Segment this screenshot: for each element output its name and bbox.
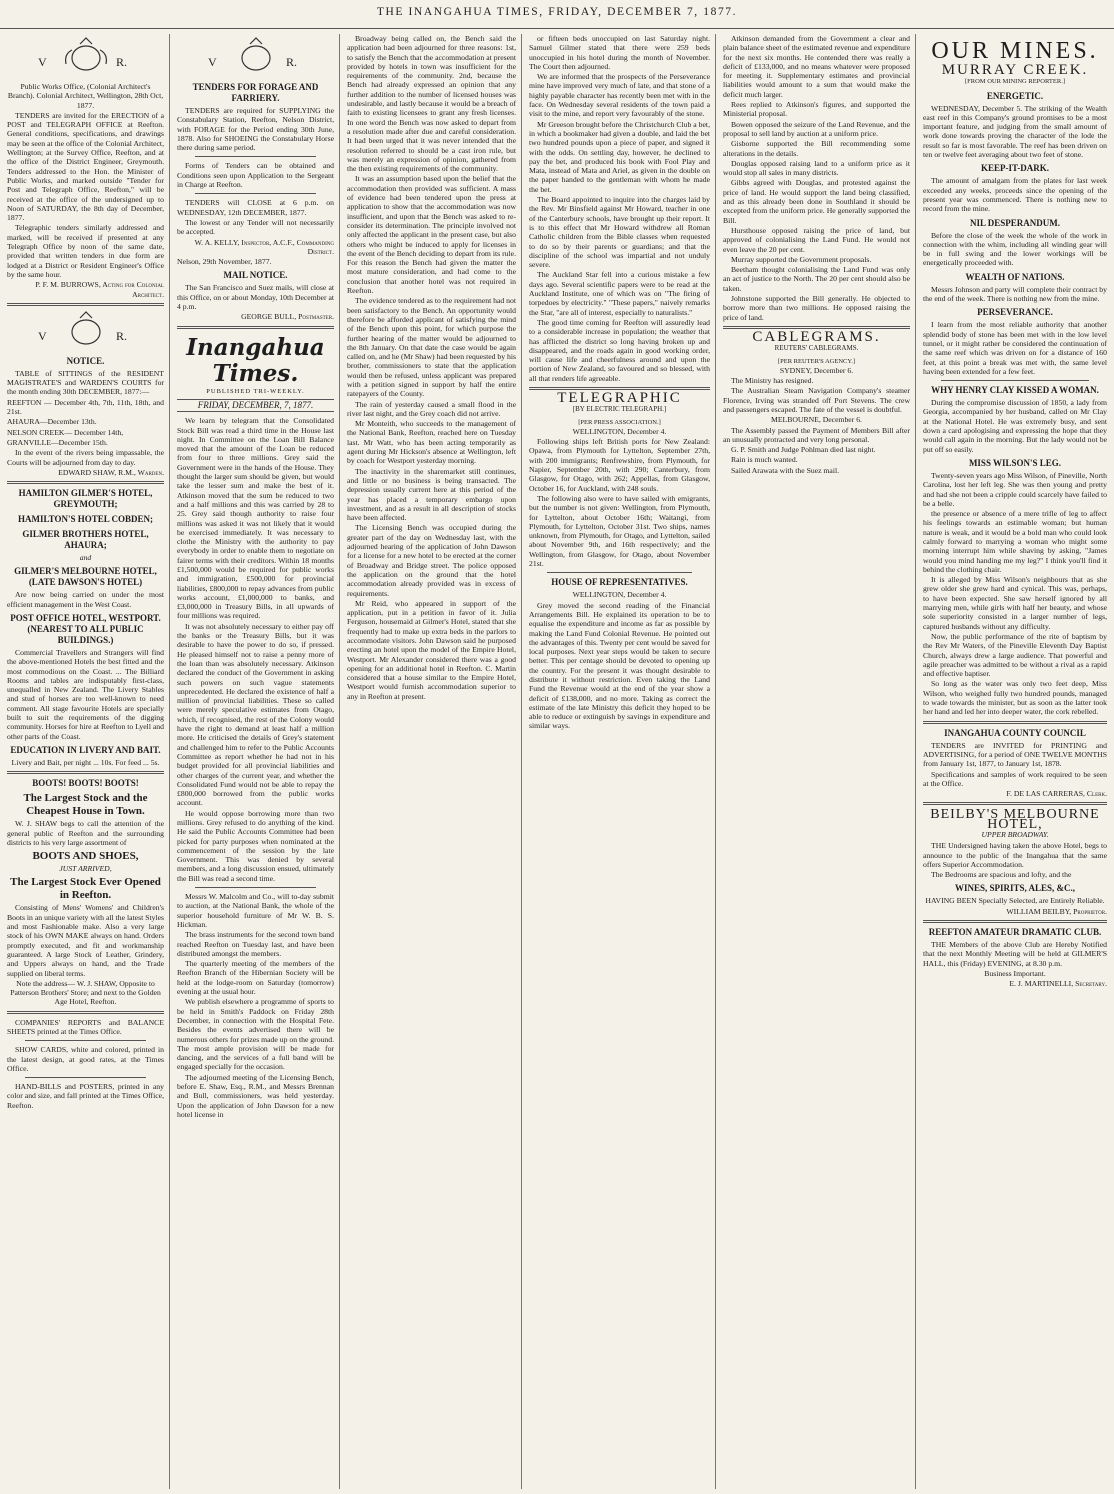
boots-heading: BOOTS! BOOTS! BOOTS!: [32, 778, 139, 789]
column-6: [918, 34, 1112, 1489]
debate-para-2: Rees replied to Atkinson's figures, and supported the Ministerial proposal.: [723, 100, 910, 119]
livery-rates: Livery and Bait, per night ... 10s. For feed ... 5s.: [11, 757, 160, 767]
cable-para-1: The Ministry has resigned.: [731, 376, 814, 386]
licensing-notice: The adjourned meeting of the Licensing Bench, before E. Shaw, Esq., R.M., and Messrs Brennan and Bull, commissioners, was held yesterday. Upon the application of John Dawson for a new hotel license in: [177, 1072, 334, 1119]
hotel-management: Are now being carried on under the most efficient management in the West Coast.: [7, 590, 164, 609]
energetic-heading: ENERGETIC.: [986, 90, 1044, 101]
forage-text: TENDERS are required for SUPPLYING the Constabulary Station, Reefton, Nelson District, with FORAGE for the Period ending 30th June, 1878. Also for SHOEING the Constabulary Horse there during same period.: [177, 106, 334, 153]
article-para-3: The evidence tendered as to the requirement had not been satisfactory to the Bench. An opportunity would therefore be afforded applicant of satisfying the mind of the Bench upon this point, for which purpose the further hearing of the matter would be adjourned to the 8th January. On that date the case would be again called on, and he (Mr Shaw) had been requested by his brother, commissioners to state that the application would then be refused, unless applicant was prepared with a petition signed in support by half the entire ratepayers of the County.: [347, 296, 516, 399]
debate-para-9: Beetham thought colonialising the Land Fund was only an act of justice to the North. The 20 per cent should also be taken.: [723, 265, 910, 293]
news-para-6: The good time coming for Reefton will assuredly lead to a considerable increase in population; the weather that has afflicted the district so long having broken up and disappeared, and the roads again in good working order, will cause life and cheerfulness around and upon the portion of New Zealand, so favoured and so blessed, with all that renders life agreeable.: [529, 317, 710, 383]
telegraph-notice: Telegraphic tenders similarly addressed and marked, will be received if presented at any Telegraph Office by noon of the same date, provided that written tenders in due form are lodged at a District or Resident Engineer's Office by the same hour.: [7, 223, 164, 279]
wilson-leg-text: Twenty-seven years ago Miss Wilson, of Pineville, North Carolina, lost her left leg. She was then young and pretty and had she not been a cripple could scarcely have failed to be a belle.: [923, 470, 1108, 508]
article-para-5: Mr Monteith, who succeeds to the management of the National Bank, Reefton, reached here on Tuesday last. Mr Watt, who has been acting temporarily as agent during Mr Hickson's absence at Wellington, left by coach for Westport yesterday morning.: [347, 419, 516, 466]
lowest-text: The lowest or any Tender will not necessarily be accepted.: [177, 217, 334, 237]
news-para-2: We are informed that the prospects of the Perseverance mine have improved very much of late, and that stone of a highly payable character has recently been met with in the face. On Wednesday several residents of the town paid a visit to the mine, and report very favourably of the stone.: [529, 72, 710, 119]
beilby-text: THE Undersigned having taken the above Hotel, begs to announce to the public of the Inangahua that the same offers Superior Accommodation.: [923, 841, 1107, 869]
sitting-granville: GRANVILLE—December 15th.: [7, 437, 108, 447]
notice-heading: NOTICE.: [66, 355, 105, 366]
wealth-of-nations-heading: WEALTH OF NATIONS.: [965, 271, 1065, 282]
cablegrams-heading: CABLEGRAMS.: [752, 328, 881, 345]
henry-clay-heading: WHY HENRY CLAY KISSED A WOMAN.: [931, 385, 1099, 396]
club-important: Business Important.: [984, 968, 1046, 978]
post-office-hotel: POST OFFICE HOTEL, WESTPORT. (NEAREST TO ALL PUBLIC BUILDINGS.): [10, 612, 161, 645]
hotel-line-and: and: [79, 553, 92, 563]
debate-para-5: Douglas opposed raising land to a uniform price as it would stop all sales in many districts.: [723, 158, 910, 178]
debate-para-10: Johnstone supported the Bill generally. He objected to borrow more than two millions. He opposed raising the price of land.: [723, 294, 910, 322]
beilby-signature: WILLIAM BEILBY, Proprietor.: [1006, 906, 1107, 916]
press-association: [PER PRESS ASSOCIATION.]: [578, 418, 661, 426]
shaw-signature: EDWARD SHAW, R.M., Warden.: [58, 467, 164, 477]
club-heading: REEFTON AMATEUR DRAMATIC CLUB.: [928, 927, 1102, 938]
cable-para-2: The Australian Steam Navigation Company's steamer Florence, Irving was stranded off Port Stevens. The crew and passengers escaped. The fate of the vessel is doubtful.: [723, 386, 910, 414]
handbills-ad: HAND-BILLS and POSTERS, printed in any color and size, and fall printed at the Times Office, Reefton.: [7, 1082, 164, 1110]
svg-text:R.: R.: [285, 55, 297, 69]
mail-text: The San Francisco and Suez mails, will close at this Office, on or about Monday, 10th December at 4 p.m.: [177, 283, 334, 312]
royal-crest-icon-2: [7, 310, 164, 352]
royal-crest-icon: [7, 36, 164, 78]
paper-tagline: PUBLISHED TRI-WEEKLY.: [206, 387, 305, 395]
hotel-line-2: HAMILTON'S HOTEL COBDEN;: [17, 514, 154, 525]
debate-para-1: Atkinson demanded from the Government a clear and plain balance sheet of the estimated revenue and expenditure for the next six months. He contended there was really a deficit of £133,000, and no means whatever were proposed for meeting it. Supplementary estimates and provincial liabilities would amount to a sum that would make the deficit much larger.: [723, 34, 910, 99]
mines-reporter: [FROM OUR MINING REPORTER.]: [964, 78, 1065, 86]
hotel-line-3: GILMER BROTHERS HOTEL, AHAURA;: [22, 529, 149, 551]
forage-heading: TENDERS FOR FORAGE AND FARRIERY.: [192, 82, 319, 103]
news-para-5: The Auckland Star fell into a curious mistake a few days ago. Several scientific papers were to be read at the Auckland Institute, one of which was on "The firing of torpedoes by electricity." "These papers," naively remarks the Star, "are all of interest, especially to naturalists.": [529, 270, 710, 317]
paper-title: Inangahua Times.: [186, 333, 325, 387]
news-para-1: or fifteen beds unoccupied on last Saturday night. Samuel Gilmer stated that there were 259 beds unoccupied in his hotel during the month of November. The Court then adjourned.: [529, 34, 710, 71]
office-heading: Public Works Office, (Colonial Architect's Branch). Colonial Architect, Wellington, 28th Oct, 1877.: [7, 82, 164, 110]
wines-sub: HAVING BEEN Specially Selected, are Entirely Reliable.: [925, 896, 1105, 906]
wilson-para-1: the presence or absence of a mere trifle of leg to affect his feelings towards an estimable woman; but human nature is weak, and it would be a bold man who could look calmly forward to marrying a woman who might some morning interrupt him while shaving by asking, "James would you mind handing me my leg?" I think you'll find it behind the clothing chair.: [923, 509, 1107, 574]
close-text: TENDERS will CLOSE at 6 p.m. on WEDNESDAY, 12th DECEMBER, 1877.: [177, 198, 334, 217]
livery-heading: EDUCATION IN LIVERY AND BAIT.: [10, 744, 161, 755]
boots-title: The Largest Stock and the Cheapest House in Town.: [23, 792, 148, 818]
hibernian-notice: The quarterly meeting of the members of the Reefton Branch of the Hibernian Society will be held at the lodge-room on Saturday (tomorrow) evening at the usual hour.: [177, 959, 334, 997]
keep-it-dark-heading: KEEP-IT-DARK.: [981, 163, 1049, 174]
column-4: [524, 34, 716, 1489]
column-3: [342, 34, 522, 1489]
paper-dateline: FRIDAY, DECEMBER, 7, 1877.: [177, 399, 334, 412]
club-signature: E. J. MARTINELLI, Secretary.: [1009, 979, 1107, 989]
svg-text:V: V: [207, 55, 217, 69]
melbourne-dateline: MELBOURNE, December 6.: [771, 415, 862, 425]
telegraphic-heading: TELEGRAPHIC: [557, 389, 682, 406]
nil-desperandum-text: Before the close of the week the whole of the work in connection with the whim, including all winding gear will be in full swing and the lower workings will be energetically proceeded with.: [923, 230, 1107, 268]
debate-para-8: Murray supported the Government proposals.: [731, 254, 872, 264]
cable-para-6: Sailed Arawata with the Suez mail.: [731, 465, 840, 475]
column-5: [718, 34, 916, 1489]
debate-para-7: Hursthouse opposed raising the price of land, but approved of colonialising the Land Fund. He would not even leave the 20 per cent.: [723, 225, 910, 254]
svg-text:V: V: [37, 328, 47, 343]
boots-shoes: BOOTS AND SHOES,: [32, 850, 139, 863]
boots-consisting: Consisting of Mens' Womens' and Children's Boots in an unique variety with all the latest Styles and most Fashionable make. Also a very large stock of his OWN MAKE always on hand. Orders promptly executed, and fit and workmanship guaranteed. A large Stock of Leather, Grindery, and Uppers always on hand, and the Trade supplied on liberal terms.: [7, 903, 164, 978]
rivers-notice: In the event of the rivers being impassable, the Courts will be adjourned from day to day.: [7, 448, 164, 467]
sitting-nelson-creek: NELSON CREEK— December 14th,: [7, 427, 124, 437]
cable-para-4: G. P. Smith and Judge Pohlman died last night.: [731, 445, 876, 455]
sitting-ahaura: AHAURA—December 13th.: [7, 417, 97, 427]
column-2: [172, 34, 340, 1489]
burrows-signature: P. F. M. BURROWS, Acting for Colonial Architect.: [35, 280, 164, 299]
article-para-8: Mr Reid, who appeared in support of the application, put in a petition in favor of it. Julia Ferguson, housemaid at Gilmer's Hotel, stated that she frequently had to make up extra beds in the parlors to accommodate visitors. John Dawson said he purposed erecting an hotel upon the model of the Empire Hotel, Westport. Mr Alexander considered there was a good opening for an additional hotel in Reefton. C. Martin considered that a house similar to the Empire Hotel, Westport would furnish accommodation superior to any in Reefton at present.: [347, 598, 516, 701]
hotel-line-1: HAMILTON GILMER'S HOTEL, GREYMOUTH;: [18, 488, 153, 510]
cable-para-3: The Assembly passed the Payment of Members Bill after an unusually protracted and very long personal.: [723, 425, 910, 444]
beilby-heading: BEILBY'S MELBOURNE HOTEL,: [930, 807, 1100, 832]
beilby-subheading: UPPER BROADWAY.: [981, 830, 1049, 839]
sittings-notice: TABLE of SITTINGS of the RESIDENT MAGISTRATE'S and WARDEN'S COURTS for the month ending 30th DECEMBER, 1877:—: [7, 368, 164, 397]
mines-creek-heading: MURRAY CREEK.: [941, 62, 1089, 78]
show-cards-ad: SHOW CARDS, white and colored, printed in the latest design, at good rates, at the Times Office.: [7, 1045, 164, 1073]
just-arrived: JUST ARRIVED,: [59, 864, 112, 874]
sydney-dateline: SYDNEY, December 6.: [779, 365, 854, 375]
cablegrams-subheading: REUTERS' CABLEGRAMS.: [774, 344, 859, 353]
debate-para-6: Gibbs agreed with Douglas, and protested against the price of land. He would support the land being classified, and as this already been done in Southland it should be excepted from the uniform price. He generally supported the Bill.: [723, 178, 910, 225]
wilson-para-2: It is alleged by Miss Wilson's neighbours that as she grew older she grew hard and cynical. This was, perhaps, to have been expected. She saw herself ignored by all marrying men, while girls with half her beauty, and whose sole superiority consisted in a larger number of legs, captured husbands without any difficulty.: [923, 575, 1107, 631]
article-para-7: The Licensing Bench was occupied during the greater part of the day on Wednesday last, with the adjourned hearing of the application of John Dawson for a license for a new hotel to be erected at the corner of Broadway and Bridge street. The police opposed the application on the ground that the hotel accommodation already provided was in excess of requirements.: [347, 523, 516, 598]
news-para-3: Mr Greeson brought before the Christchurch Club a bet, in which a bookmaker had given a double, and laid the bet two hundred pounds upon a piece of paper, and signed it with the odds. On settling day, however, he declined to pay the bet, and produced his book with Fool Play and Mata, instead of Mata and Ariel, as given in the double on the paper handed to the gentleman with whom he made the bet.: [529, 119, 710, 194]
house-para-1: Grey moved the second reading of the Financial Arrangements Bill. He explained its operation to be to equalise the expenditure and income as far as possible by making the Land Fund Colonial Revenue. He pointed out the advantages of this. Twenty per cent would be saved for local purposes. Next year steps would be taken to secure better. This per centage should be devoted to opening up the country. For the present it was thought desirable to distribute it without restriction. Even taking the Land Fund the Revenue would at the end of the year show a deficit of £138,000, and no more. Taking as correct the estimate of the late Ministry this deficit they hoped to be able to reduce or extinguish by savings in expenditure and similar ways.: [529, 600, 710, 731]
telegraphic-subheading: [BY ELECTRIC TELEGRAPH.]: [572, 405, 667, 414]
note-address: Note the address— W. J. SHAW, Opposite to Patterson Brothers' Store; and next to the Golden Age Hotel, Reefton.: [10, 978, 161, 1007]
cable-para-5: Rain is much wanted.: [731, 455, 798, 465]
kelly-date: Nelson, 29th November, 1877.: [177, 257, 272, 267]
article-para-2: It was an assumption based upon the belief that the accommodation then provided was sufficient. A mass of evidence had been tendered upon the press at application to show that the accommodation was now insufficient, and upon that the Bench was asked to re-consider its determination. The principle involved not only affected the applicant in the present case, but also others who might be induced to apply for licenses in the event of the Bench deciding to depart from its rule. For this reason the Bench had given the matter the most mature consideration, and had come to the conclusion that another hotel was not required in Reefton.: [347, 174, 516, 296]
telegraph-para-2: The following also were to have sailed with emigrants, but the number is not given: Wellington, from Plymouth, for Lyttelton, about October 16th; Waitangi, from Plymouth, for Lyttelton, October 31st. Two ships, names unknown, from Plymouth, for Otago, and Lyttelton, sailed about November 9th, and 16th respectively; and the Wellington, from Glasgow, for Otago, about November 21st.: [529, 493, 710, 569]
article-para-6: The inactivity in the sharemarket still continues, and little or no business is being transacted. The depression usually current here at this period of the year has placed a temporary embargo upon investment, and as a result in all description of stocks have been affected.: [347, 466, 516, 523]
sports-notice: We publish elsewhere a programme of sports to be held in Smith's Paddock on Friday 28th December, in connection with the Hospital Fete. Besides the events advertised there will be numerous others for prizes made up on the ground. The most ample provision will be made for dancing, and the services of a full band will be engaged specially for the occasion.: [177, 997, 334, 1072]
energetic-text: WEDNESDAY, December 5. The striking of the Wealth east reef in this Company's ground promises to be a most important feature, and judging from the small amount of work done towards proving the character of the lode the result so far is most favorable. The reef has been driven on ten or twelve feet averaging about two feet of stone.: [923, 103, 1107, 160]
forms-text: Forms of Tenders can be obtained and Conditions seen upon Application to the Sergeant in Charge at Reefton.: [177, 161, 334, 190]
keep-it-dark-text: The amount of amalgam from the plates for last week exceeded any weeks, proceeds since the opening of the present year was commenced. There is nothing new to record from the mine.: [923, 176, 1107, 214]
article-para-1: Broadway being called on, the Bench said the application had been adjourned for three reasons: 1st, to satisfy the Bench that the accommodation at present provided by hotels in town was insufficient for the requirements of the community. 2nd, because the Bench had already expressed an opinion that any further addition to the number of licensed houses was undesirable, and lastly because it would be a breach of faith to existing licensees to grant any fresh licenses. In one word the Bench was now asked to depart from a resolution made after due and careful consideration. It had been urged that it was never intended that the resolution referred to should be a cast iron rule, but was merely an expression of opinion, gathered from the then existing requirements of the community.: [347, 34, 516, 174]
masthead-text: THE INANGAHUA TIMES, FRIDAY, DECEMBER 7, 1877.: [376, 6, 738, 18]
auction-notice: Messrs W. Malcolm and Co., will to-day submit to auction, at the National Bank, the whole of the superior household furniture of Mr W. B. S. Hickman.: [177, 892, 334, 929]
sitting-reefton: REEFTON — December 4th, 7th, 11th, 18th, and 21st.: [7, 397, 164, 417]
wines-heading: WINES, SPIRITS, ALES, &C.,: [954, 883, 1076, 894]
house-heading: HOUSE OF REPRESENTATIVES.: [551, 577, 688, 588]
mail-heading: MAIL NOTICE.: [223, 270, 288, 281]
perseverance-heading: PERSEVERANCE.: [977, 307, 1053, 318]
cablegrams-agency: [PER REUTER'S AGENCY.]: [777, 357, 856, 365]
page-masthead: [0, 6, 1114, 29]
boots-text: W. J. SHAW begs to call the attention of the general public of Reefton and the surrounding districts to his very large assortment of: [7, 819, 164, 847]
news-para-4: The Board appointed to inquire into the charges laid by the Rev. Mr Binsfield against Mr Howard, teacher in one of the Canterbury schools, have brought up their report. It is to this effect that Mr Howard withdrew all Roman Catholic children from the Bible classes when requested to do so by their parents or guardians; and that the discipline of the school was impartial and not unduly severe.: [529, 195, 710, 270]
telegraph-para-1: Following ships left British ports for New Zealand: Opawa, from Plymouth for Lyttelton, September 27th, with 200 immigrants; Renfrewshire, from Plymouth, for Napier, September 20th, with 290; Canterbury, from Glasgow, for Otago, with 262; Appellas, from Glasgow, October 16, for Auckland, with 248 souls.: [529, 437, 710, 493]
article-para-4: The rain of yesterday caused a small flood in the river last night, and the Grey coach did not arrive.: [347, 399, 516, 418]
leader-para-3: He would oppose borrowing more than two millions. Grey refused to do anything of the kind. He said the Public Accounts Committee had been picked for party purposes when nominated at the commencement of the session by the late Government. This was denied by several members, and a long discussion ensued, ultimately the Bill was read a second time.: [177, 808, 334, 883]
wellington-dateline-2: WELLINGTON, December 4.: [572, 590, 667, 600]
brass-band-notice: The brass instruments for the second town band reached Reefton on Tuesday last, and have been distributed amongst the members.: [177, 930, 334, 958]
wealth-of-nations-text: Messrs Johnson and party will complete their contract by the end of the week. There is nothing new from the mine.: [923, 284, 1107, 304]
largest-stock: The Largest Stock Ever Opened in Reefton.: [10, 876, 161, 902]
perseverance-text: I learn from the most reliable authority that another splendid body of stone has been met with in the low level tunnel, or it might rather be considered the continuation of the same reef which was driven on for a distance of 160 feet, at this point a break was met with, the same level having been extended for a few feet.: [923, 320, 1107, 376]
wilson-para-4: So long as the water was only two feet deep, Miss Wilson, who weighed fully two hundred pounds, managed to wade towards the minister, but as soon as the latter took her hand and led her into deeper water, the cork rebelled.: [923, 679, 1107, 717]
company-ad: COMPANIES' REPORTS and BALANCE SHEETS printed at the Times Office.: [7, 1017, 164, 1036]
beilby-text-2: The Bedrooms are spacious and lofty, and the: [931, 870, 1072, 880]
council-spec: Specifications and samples of work required to be seen at the Office.: [923, 769, 1107, 788]
wilson-para-3: Now, the public performance of the rite of baptism by the Rev Mr Waters, of the Pineville Eleventh Day Baptist Church, always drew a large audience. That powerful and agile preacher was admitted to be without a rival as a rapid and effective baptiser.: [923, 631, 1107, 679]
kelly-signature: W. A. KELLY, Inspector, A.C.F., Commanding District.: [194, 237, 334, 256]
svg-text:R.: R.: [115, 55, 127, 69]
council-signature: F. DE LAS CARRERAS, Clerk.: [1006, 789, 1107, 799]
svg-text:R.: R.: [115, 328, 127, 343]
bull-signature: GEORGE BULL, Postmaster.: [241, 312, 334, 322]
council-text: TENDERS are INVITED for PRINTING and ADVERTISING, for a period of ONE TWELVE MONTHS from January 1st, 1877, to January 1st, 1878.: [923, 740, 1108, 769]
leader-para-2: It was not absolutely necessary to either pay off the banks or the Treasury Bills, but it was desirable to have the power to do so, if pressed. He pleased himself not to raise a penny more of the loan than was absolutely necessary. Atkinson declared the conduct of the Government in asking such powers on such vague statements unprecedented. He declared the existence of half a million of provincial liabilities. These so called were merely speculative estimates from Otago, which, if recognised, the rest of the Colony would have the right to demand at least half a million more. He criticised the details of Grey's statement and challenged him to refer to the Public Accounts Committee as report whether he had not in his budget provided for all provincial liabilities and other charges of the current year, and whether the Consolidated Fund would not be able to repay the £800,000 borrowed from the public works account.: [177, 621, 334, 808]
hotel-line-4: GILMER'S MELBOURNE HOTEL, (LATE DAWSON'S HOTEL): [14, 566, 157, 588]
svg-text:V: V: [37, 55, 47, 69]
travellers-notice: Commercial Travellers and Strangers will find the above-mentioned Hotels the best fitted and the most commodious on the Coast. ... The Billiard Rooms and tables are indisputably first-class, unequalled in New Zealand. The Livery Stables and stud of horses are too well-known to need comment. All stage favourite Hotels are specially built to suit the requirements of the digging community. Horses for hire at Reefton to Lyell and other parts of the Coast.: [7, 647, 164, 741]
henry-clay-text: During the compromise discussion of 1850, a lady from Georgia, accompanied by her husband, called on Mr Clay at the National Hotel. He was extremely busy, and sent down a card apologising and expressing the hope that they would call again in the morning. But the lady would not be put off so easily.: [923, 398, 1107, 454]
royal-crest-icon-3: [177, 36, 334, 78]
debate-para-3: Bowen opposed the seizure of the Land Revenue, and the proposal to sell land by auction at a uniform price.: [723, 119, 910, 138]
tender-notice: TENDERS are invited for the ERECTION of a POST and TELEGRAPH OFFICE at Reefton. General conditions, specifications, and drawings may be seen at the office of the Colonial Architect, Wellington; at the Survey Office, Reefton, and at the office of the District Engineer, Greymouth. Tenders addressed to the Hon. the Minister of Public Works, and marked outside "Tender for Post and Telegraph Office, Reefton," will be received at the office of the undersigned up to Noon of SATURDAY, the 8th day of December, 1877.: [7, 110, 164, 223]
column-1: [2, 34, 170, 1489]
wilson-leg-heading: MISS WILSON'S LEG.: [968, 457, 1062, 468]
wellington-dateline-1: WELLINGTON, December 4.: [572, 426, 667, 436]
leader-para-1: We learn by telegram that the Consolidated Stock Bill was read a third time in the House last night. In Committee on the Loan Bill Balance moved that the amount of the Loan be reduced from four to three millions. Grey said the Government were in the hands of the House. They thought the larger sum should be given, but would take the lesser sum and make the best of it. Atkinson moved that the sum be reduced to two and a half millions and this was carried by 28 to 25. Grey said though authority to raise four millions was asked it was not likely that it would be exercised immediately. It was necessary to clothe the Ministry with the authority to pay everybody in order to enable them to negotiate on fairer terms with their creditors. Within 18 months £1,500,000 would be required for public works and immigration, £500,000 for provincial liabilities, £800,000 to repay advances from public works account, £1,000,000 to banks, and £3,000,000 in Treasury Bills, in all upwards of four millions was required.: [177, 416, 334, 621]
debate-para-4: Gisborne supported the Bill recommending some alterations in the details.: [723, 139, 910, 158]
council-heading: INANGAHUA COUNTY COUNCIL: [944, 727, 1086, 738]
mines-heading: OUR MINES.: [931, 38, 1099, 64]
nil-desperandum-heading: NIL DESPERANDUM.: [969, 217, 1060, 228]
club-text: THE Members of the above Club are Hereby Notified that the next Monthly Meeting will be held at GILMER'S HALL, this (Friday) EVENING, at 8.30 p.m.: [923, 940, 1107, 968]
